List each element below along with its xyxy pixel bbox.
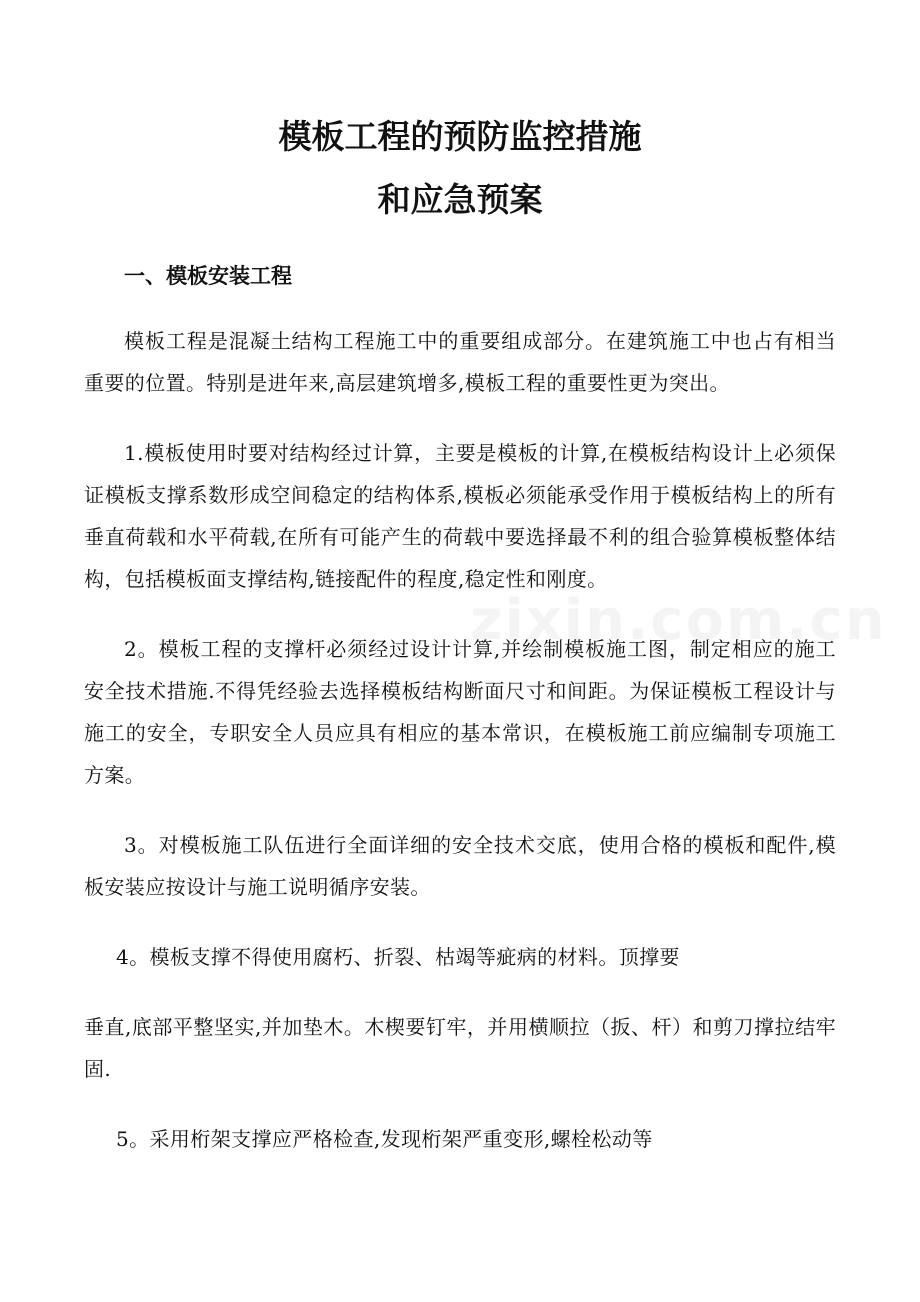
paragraph-1: 1.模板使用时要对结构经过计算，主要是模板的计算,在模板结构设计上必须保证模板支撑系数形成空间稳定的结构体系,模板必须能承受作用于模板结构上的所有垂直荷载和水平荷载,在所有可能产生的荷载中要选择最不利的组合验算模板整体结构，包括模板面支撑结构,链接配件的程度,稳定性和刚度。: [84, 441, 836, 591]
paragraph-5: 5。采用桁架支撑应严格检查,发现桁架严重变形,螺栓松动等: [116, 1127, 653, 1151]
section-heading: 一、模板安装工程: [124, 264, 292, 288]
document-title-line-1: 模板工程的预防监控措施: [278, 117, 642, 156]
paragraph-2: 2。模板工程的支撑杆必须经过设计计算,并绘制模板施工图，制定相应的施工安全技术措施.不得凭经验去选择模板结构断面尺寸和间距。为保证模板工程设计与施工的安全，专职安全人员应具有相应的基本常识，在模板施工前应编制专项施工方案。: [84, 637, 836, 787]
document-title-line-2: 和应急预案: [377, 180, 543, 219]
paragraph-intro: 模板工程是混凝土结构工程施工中的重要组成部分。在建筑施工中也占有相当重要的位置。特别是进年来,高层建筑增多,模板工程的重要性更为突出。: [84, 329, 836, 395]
paragraph-3: 3。对模板施工队伍进行全面详细的安全技术交底，使用合格的模板和配件,模板安装应按设计与施工说明循序安装。: [84, 833, 836, 899]
paragraph-4-continuation: 垂直,底部平整坚实,并加垫木。木楔要钉牢，并用横顺拉（扳、杆）和剪刀撑拉结牢固.: [84, 1015, 836, 1081]
paragraph-4-first-line: 4。模板支撑不得使用腐朽、折裂、枯竭等疵病的材料。顶撑要: [116, 945, 680, 969]
